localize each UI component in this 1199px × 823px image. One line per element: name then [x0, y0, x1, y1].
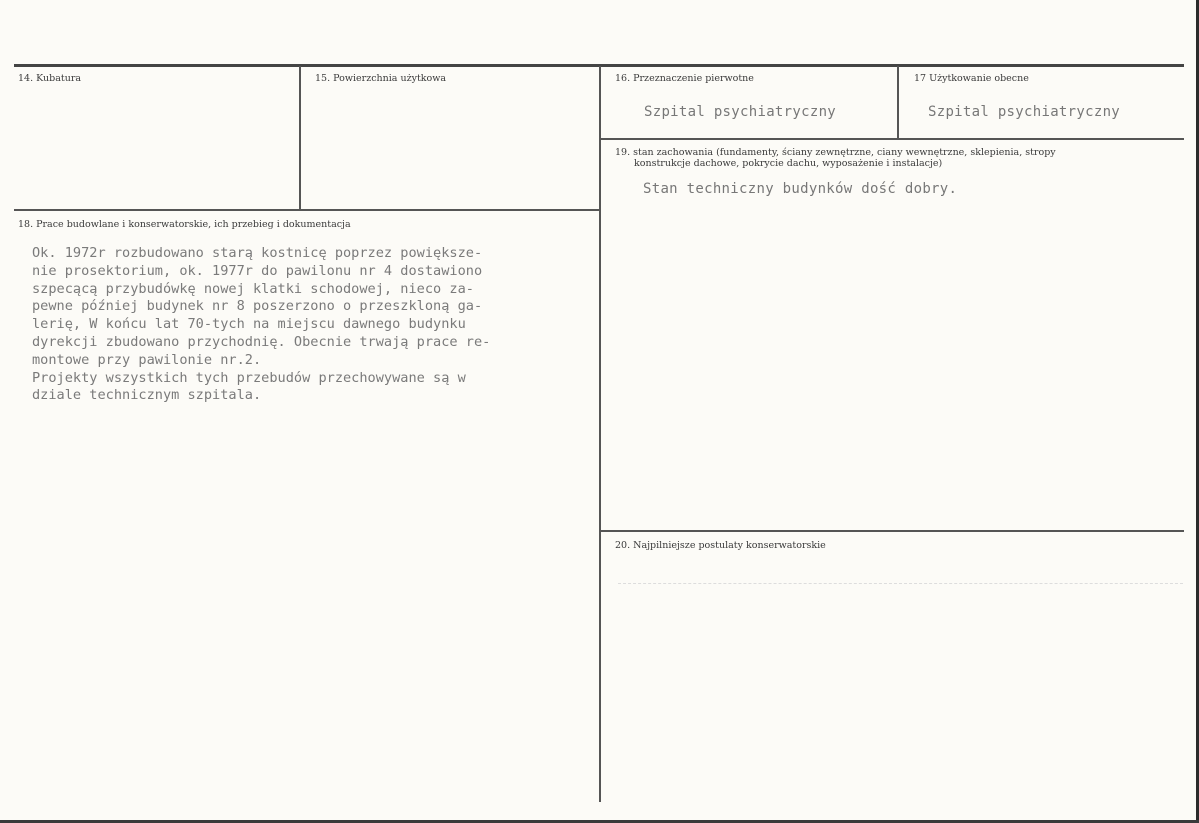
- field-16-value: Szpital psychiatryczny: [644, 104, 837, 120]
- divider-14-15: [299, 66, 301, 209]
- divider-row1-bottom-right: [601, 138, 1184, 140]
- field-19-value: Stan techniczny budynków dość dobry.: [643, 181, 958, 197]
- field-19-label-line2: konstrukcje dachowe, pokrycie dachu, wyposażenie i instalacje): [634, 158, 943, 169]
- field-19-label-line1: 19. stan zachowania (fundamenty, ściany zewnętrzne, ciany wewnętrzne, sklepienia, stropy: [615, 147, 1056, 158]
- field-15-label: 15. Powierzchnia użytkowa: [315, 73, 447, 84]
- field-18-line: Ok. 1972r rozbudowano starą kostnicę poprzez powiększe-: [32, 245, 483, 261]
- field-18-line: dziale technicznym szpitala.: [32, 387, 262, 404]
- field-17-value: Szpital psychiatryczny: [928, 104, 1121, 120]
- field-18-line: pewne później budynek nr 8 poszerzono o przeszkloną ga-: [32, 298, 483, 315]
- divider-field19-bottom: [601, 530, 1184, 532]
- field-18-line: dyrekcji zbudowano przychodnię. Obecnie trwają prace re-: [32, 333, 491, 350]
- divider-16-17: [897, 66, 899, 138]
- field-18-line: lerię, W końcu lat 70-tych na miejscu dawnego budynku: [32, 316, 466, 333]
- field-17-label: 17 Użytkowanie obecne: [914, 73, 1029, 84]
- field-16-label: 16. Przeznaczenie pierwotne: [615, 73, 754, 84]
- field-18-line: szpecącą przybudówkę nowej klatki schodowej, nieco za-: [32, 280, 474, 297]
- field-18-label: 18. Prace budowlane i konserwatorskie, ich przebieg i dokumentacja: [18, 219, 351, 230]
- faint-guide-line: [618, 583, 1183, 584]
- field-14-label: 14. Kubatura: [18, 73, 82, 84]
- field-18-line: Projekty wszystkich tych przebudów przechowywane są w: [32, 369, 466, 386]
- divider-row1-bottom-left: [14, 209, 599, 211]
- divider-main-column: [599, 66, 601, 802]
- field-18-line: nie prosektorium, ok. 1977r do pawilonu nr 4 dostawiono: [32, 262, 483, 279]
- field-18-line: montowe przy pawilonie nr.2.: [32, 351, 262, 368]
- field-18-text: [32, 245, 490, 405]
- field-20-label: 20. Najpilniejsze postulaty konserwatorskie: [615, 540, 826, 551]
